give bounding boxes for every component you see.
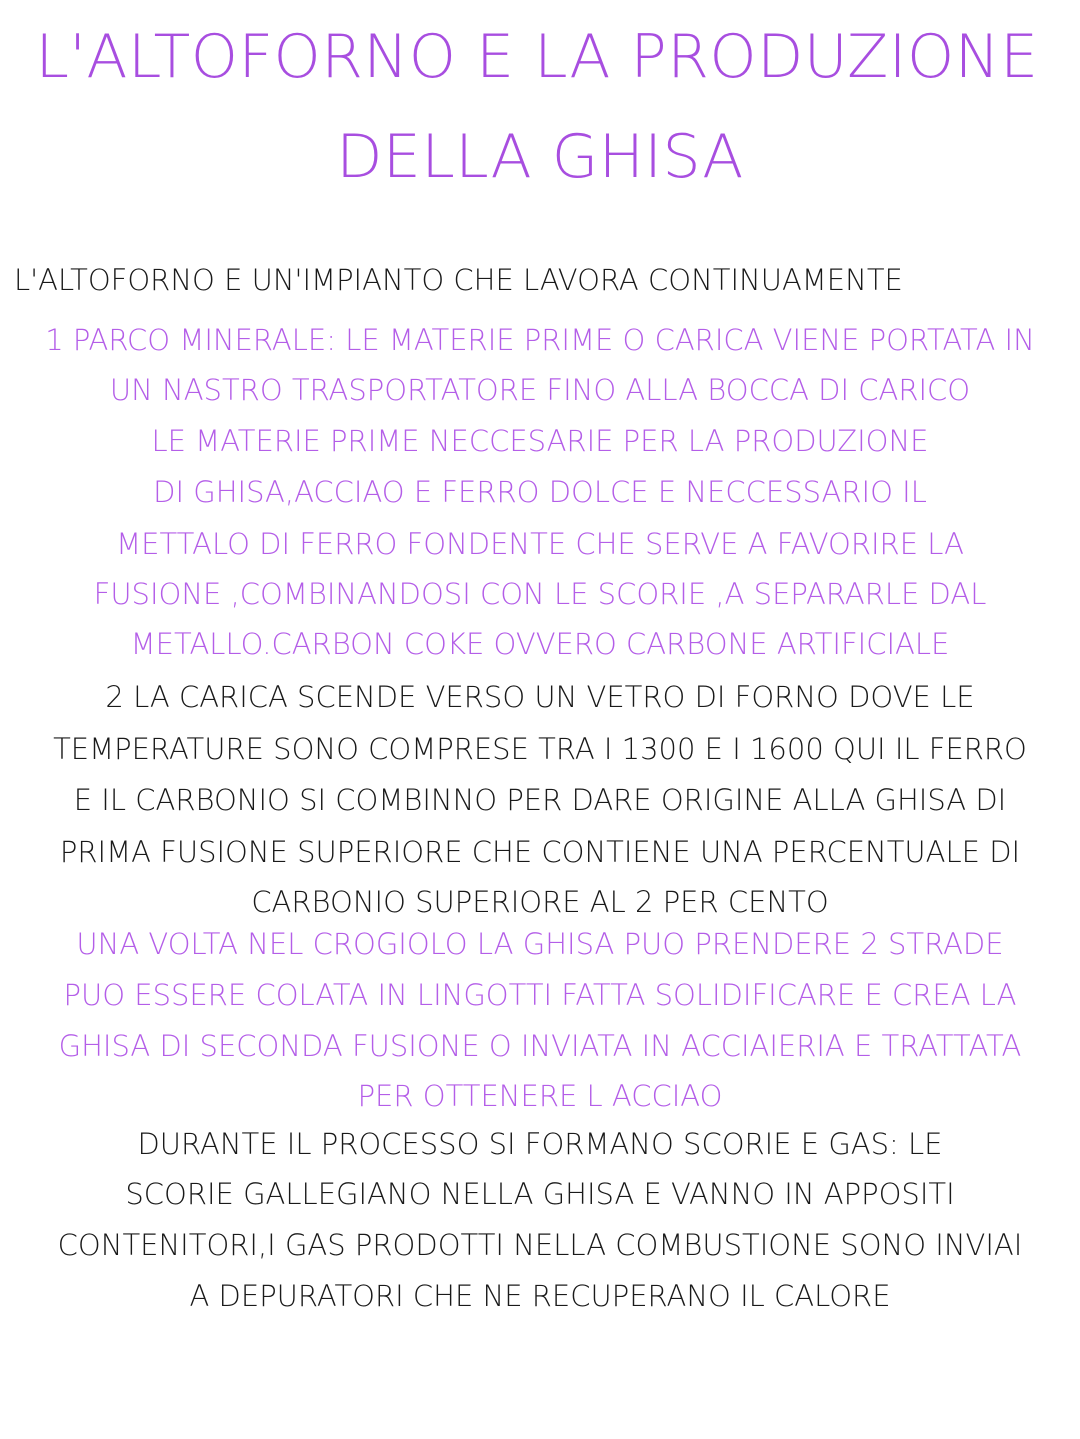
text-line: PRIMA FUSIONE SUPERIORE CHE CONTIENE UNA PERCENTUALE DI (59, 835, 1021, 869)
text-line: METTALO DI FERRO FONDENTE CHE SERVE A FAVORIRE LA (116, 527, 964, 561)
page-title-line-1: L'ALTOFORNO E LA PRODUZIONE (35, 22, 1039, 92)
text-line: CONTENITORI,I GAS PRODOTTI NELLA COMBUSTIONE SONO INVIAI (57, 1228, 1023, 1262)
text-line: PUO ESSERE COLATA IN LINGOTTI FATTA SOLIDIFICARE E CREA LA (63, 978, 1017, 1012)
text-line: METALLO.CARBON COKE OVVERO CARBONE ARTIFICIALE (130, 627, 950, 661)
page-title-line-2: DELLA GHISA (336, 122, 744, 192)
text-line: PER OTTENERE L ACCIAO (357, 1079, 723, 1113)
text-line: SCORIE GALLEGIANO NELLA GHISA E VANNO IN APPOSITI (125, 1177, 955, 1211)
text-line: LE MATERIE PRIME NECCESARIE PER LA PRODUZIONE (151, 424, 929, 458)
text-line: UNA VOLTA NEL CROGIOLO LA GHISA PUO PRENDERE 2 STRADE (76, 927, 1004, 961)
text-line: UN NASTRO TRASPORTATORE FINO ALLA BOCCA DI CARICO (109, 373, 971, 407)
text-line: A DEPURATORI CHE NE RECUPERANO IL CALORE (189, 1279, 891, 1313)
intro-line: L'ALTOFORNO E UN'IMPIANTO CHE LAVORA CONTINUAMENTE (14, 263, 903, 297)
text-line: E IL CARBONIO SI COMBINNO PER DARE ORIGINE ALLA GHISA DI (73, 783, 1007, 817)
text-line: GHISA DI SECONDA FUSIONE O INVIATA IN ACCIAIERIA E TRATTATA (58, 1029, 1022, 1063)
text-line: DI GHISA,ACCIAO E FERRO DOLCE E NECCESSARIO IL (153, 475, 927, 509)
text-line: FUSIONE ,COMBINANDOSI CON LE SCORIE ,A SEPARARLE DAL (93, 577, 987, 611)
text-line: 2 LA CARICA SCENDE VERSO UN VETRO DI FORNO DOVE LE (105, 680, 975, 714)
text-line: DURANTE IL PROCESSO SI FORMANO SCORIE E GAS: LE (137, 1127, 943, 1161)
text-line: 1 PARCO MINERALE: LE MATERIE PRIME O CARICA VIENE PORTATA IN (45, 323, 1035, 357)
text-line: CARBONIO SUPERIORE AL 2 PER CENTO (251, 885, 829, 919)
text-line: TEMPERATURE SONO COMPRESE TRA I 1300 E I 1600 QUI IL FERRO (53, 732, 1027, 766)
